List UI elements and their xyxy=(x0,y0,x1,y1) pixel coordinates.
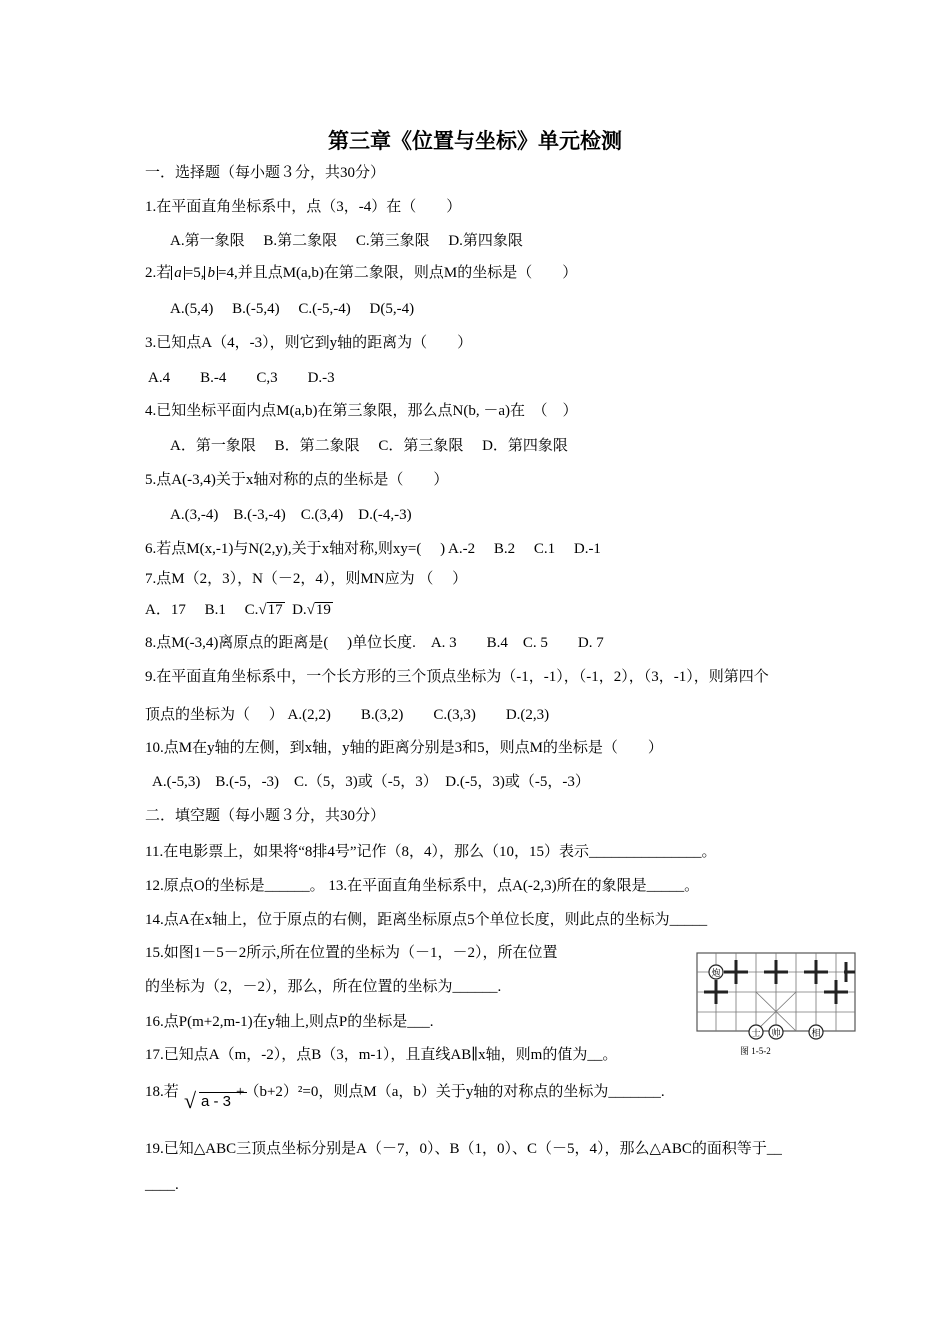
question-1-options: A.第一象限 B.第二象限 C.第三象限 D.第四象限 xyxy=(170,233,523,249)
question-7-options xyxy=(145,600,333,620)
question-7-option-d: D. xyxy=(292,602,307,618)
section-heading-choice: 一．选择题（每小题３分，共30分） xyxy=(145,165,386,181)
question-19-line2: ____. xyxy=(145,1177,179,1193)
abs-b: b xyxy=(204,266,218,280)
question-14: 14.点A在x轴上，位于原点的右侧，距离坐标原点5个单位长度，则此点的坐标为_____ xyxy=(145,912,708,928)
chess-piece-shuai: 帅 xyxy=(771,1029,781,1039)
chess-piece-pao: 炮 xyxy=(711,969,721,979)
question-8: 8.点M(-3,4)离原点的距离是( )单位长度. A. 3 B.4 C. 5 D. 7 xyxy=(145,635,604,651)
question-2-mid: =5, xyxy=(184,265,205,281)
question-19-line1: 19.已知△ABC三顶点坐标分别是A（－7，0）、B（1，0）、C（－5，4），那么△ABC的面积等于__ xyxy=(145,1141,782,1157)
chess-piece-xiang: 相 xyxy=(811,1029,821,1039)
sqrt-sign: √ xyxy=(184,1088,197,1113)
question-16: 16.点P(m+2,m-1)在y轴上,则点P的坐标是___. xyxy=(145,1014,434,1030)
question-10-options: A.(-5,3) B.(-5，-3) C.（5，3)或（-5，3） D.(-5，3)或（-5，-3） xyxy=(152,774,590,790)
question-2-options: A.(5,4) B.(-5,4) C.(-5,-4) D(5,-4) xyxy=(170,301,415,317)
question-9-line2: 顶点的坐标为（ ） A.(2,2) B.(3,2) C.(3,3) D.(2,3) xyxy=(145,707,550,723)
sqrt-sign: √ xyxy=(258,602,267,618)
sqrt-sign: √ xyxy=(306,602,315,618)
question-10: 10.点M在y轴的左侧，到x轴，y轴的距离分别是3和5，则点M的坐标是（ ） xyxy=(145,740,663,756)
question-4: 4.已知坐标平面内点M(a,b)在第三象限，那么点N(b, －a)在 （ ） xyxy=(145,403,578,419)
question-18: +（b+2）²=0，则点M（a，b）关于y轴的对称点的坐标为_______. xyxy=(236,1084,665,1100)
question-9-line1: 9.在平面直角坐标系中，一个长方形的三个顶点坐标为（-1，-1），（-1，2），（3，-1），则第四个 xyxy=(145,669,769,685)
sqrt-radicand: a - 3 xyxy=(199,1092,247,1110)
question-2-rest: =4,并且点M(a,b)在第二象限，则点M的坐标是（ ） xyxy=(217,265,578,281)
question-5: 5.点A(-3,4)关于x轴对称的点的坐标是（ ） xyxy=(145,472,449,488)
question-4-options: A．第一象限 B．第二象限 C．第三象限 D．第四象限 xyxy=(170,438,568,454)
figure-caption: 图 1-5-2 xyxy=(740,1046,771,1056)
sqrt-19: 19 xyxy=(315,602,331,618)
question-3-options: A.4 B.-4 C,3 D.-3 xyxy=(148,370,335,386)
question-11: 11.在电影票上，如果将“8排4号”记作（8，4），那么（10，15）表示_______________。 xyxy=(145,844,717,860)
chess-piece-shi: 士 xyxy=(751,1029,761,1039)
chess-board-figure xyxy=(696,952,856,1042)
question-1: 1.在平面直角坐标系中，点（3，-4）在（ ） xyxy=(145,199,462,215)
question-12-13: 12.原点O的坐标是______。 13.在平面直角坐标系中，点A(-2,3)所在的象限是_____。 xyxy=(145,878,700,894)
sqrt-17: 17 xyxy=(267,602,283,618)
question-17: 17.已知点A（m，-2），点B（3，m-1），且直线AB∥x轴，则m的值为__。 xyxy=(145,1047,618,1063)
section-heading-fill: 二．填空题（每小题３分，共30分） xyxy=(145,808,386,824)
question-18-prefix: 18.若 xyxy=(145,1084,179,1100)
question-2-prefix: 2.若 xyxy=(145,265,172,281)
question-3: 3.已知点A（4，-3），则它到y轴的距离为（ ） xyxy=(145,335,473,351)
question-15-line2: 的坐标为（2，－2），那么，所在位置的坐标为______. xyxy=(145,979,502,995)
chess-board-graphic xyxy=(696,952,856,1042)
page-title: 第三章《位置与坐标》单元检测 xyxy=(328,129,622,153)
abs-a: a xyxy=(171,266,185,280)
question-7: 7.点M（2，3），N（－2，4），则MN应为 （ ） xyxy=(145,571,468,587)
question-15-line1: 15.如图1－5－2所示,所在位置的坐标为（－1，－2），所在位置 xyxy=(145,945,558,961)
question-5-options: A.(3,-4) B.(-3,-4) C.(3,4) D.(-4,-3) xyxy=(170,507,412,523)
question-6: 6.若点M(x,-1)与N(2,y),关于x轴对称,则xy=( ) A.-2 B.2 C.1 D.-1 xyxy=(145,541,601,557)
question-7-option-abc: A．17 B.1 C. xyxy=(145,602,259,618)
question-2 xyxy=(145,263,577,283)
